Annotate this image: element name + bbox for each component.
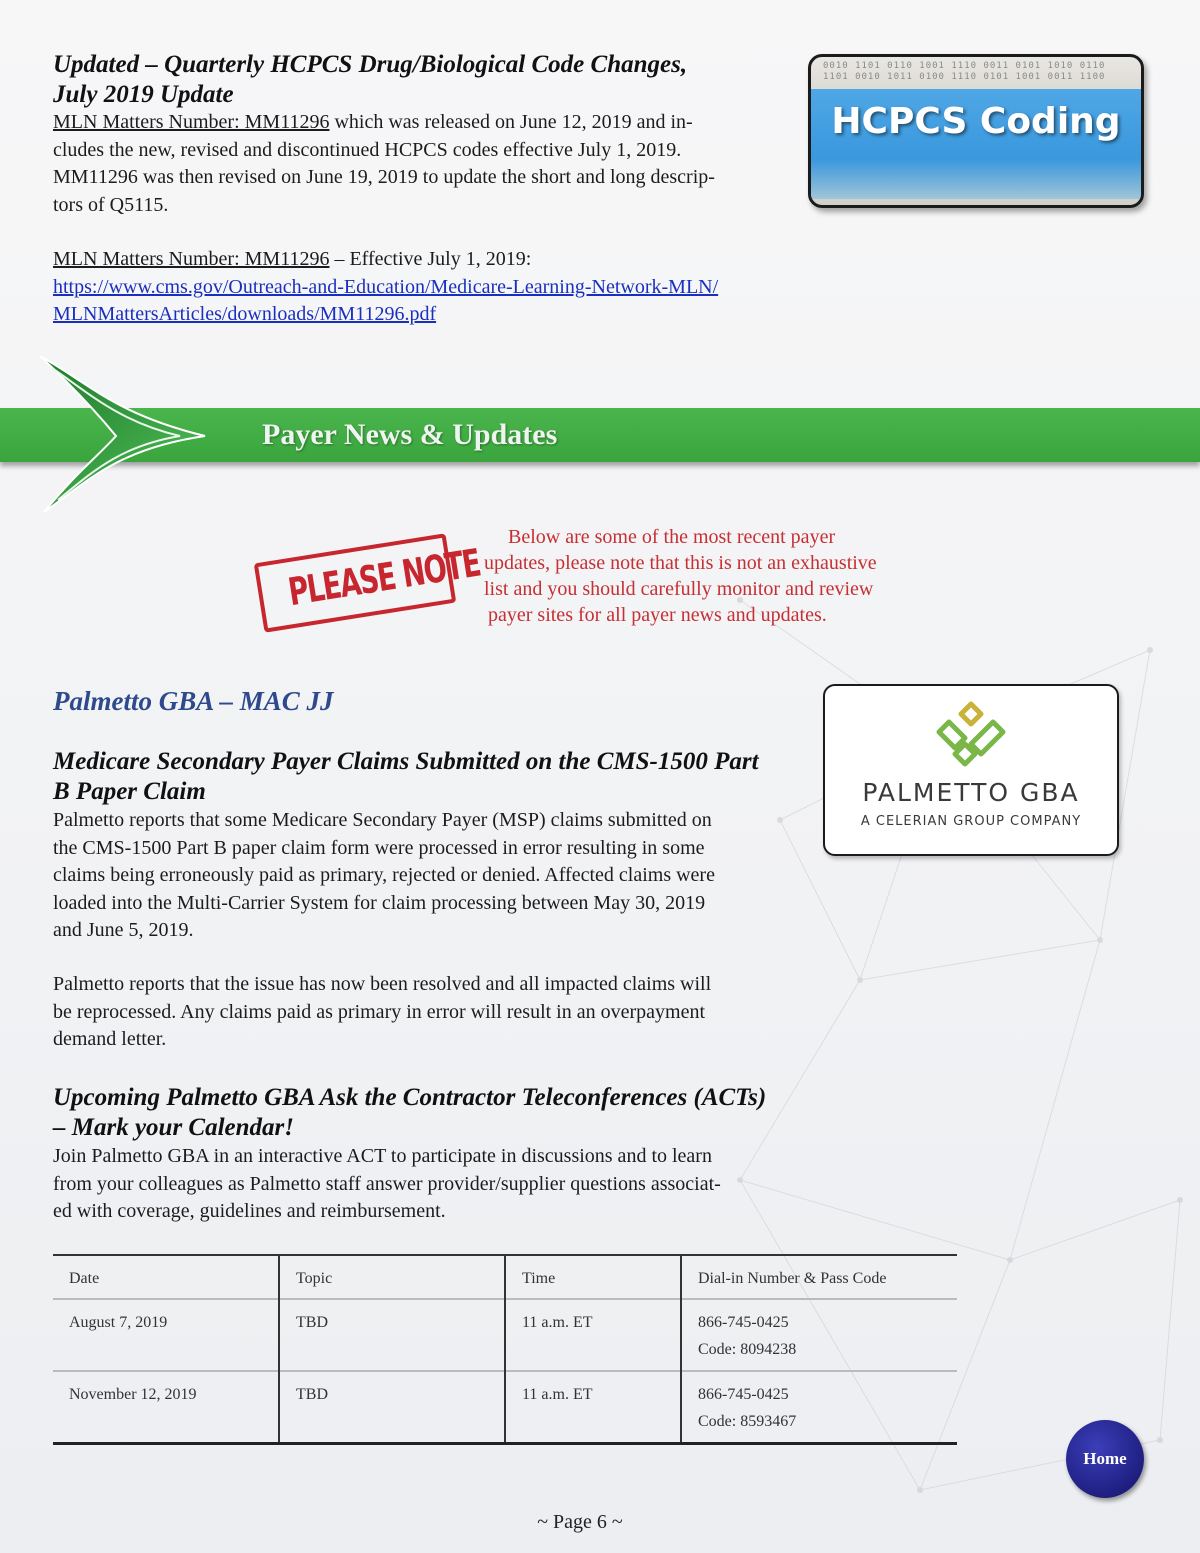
palmetto-leaf-icon <box>935 700 1007 768</box>
cell-date: August 7, 2019 <box>53 1299 279 1371</box>
header-dial-in: Dial-in Number & Pass Code <box>698 1270 887 1287</box>
hcpcs-title-line2: July 2019 Update <box>53 81 234 108</box>
palmetto-heading: Palmetto GBA – MAC JJ <box>53 686 334 716</box>
effective-text: – Effective July 1, 2019: <box>329 248 532 270</box>
table-header-row <box>53 1255 957 1299</box>
cell-dial-in <box>681 1371 957 1443</box>
hcpcs-para-line: cludes the new, revised and discontinued HCPCS codes effective July 1, 2019. <box>53 138 682 161</box>
msp-line: claims being erroneously paid as primary, rejected or denied. Affected claims were <box>53 864 715 886</box>
msp-paragraph-1 <box>53 807 793 945</box>
cell-time: 11 a.m. ET <box>505 1371 681 1443</box>
cell-topic: TBD <box>279 1371 505 1443</box>
home-button[interactable] <box>1066 1420 1144 1498</box>
msp-title-line1: Medicare Secondary Payer Claims Submitted on the CMS-1500 Part <box>53 748 759 775</box>
payer-note <box>484 524 944 628</box>
msp-title-line2: B Paper Claim <box>53 778 206 805</box>
banner-arrow-decoration <box>30 354 220 514</box>
note-line: Below are some of the most recent payer <box>508 526 836 548</box>
act-line: Join Palmetto GBA in an interactive ACT to participate in discussions and to learn <box>53 1145 712 1167</box>
hcpcs-image-label: HCPCS Coding <box>831 101 1121 142</box>
hcpcs-paragraph <box>53 109 793 219</box>
act-title-line2: – Mark your Calendar! <box>53 1114 295 1141</box>
header-time: Time <box>505 1255 681 1299</box>
msp-line: loaded into the Multi-Carrier System for claim processing between May 30, 2019 <box>53 891 706 914</box>
act-line: from your colleagues as Palmetto staff answer provider/supplier questions associat- <box>53 1172 721 1195</box>
act-paragraph <box>53 1143 793 1226</box>
banner-title: Payer News & Updates <box>262 418 558 451</box>
hcpcs-para-line: which was released on June 12, 2019 and in- <box>329 111 693 133</box>
msp-paragraph-2 <box>53 971 793 1054</box>
msp-line: and June 5, 2019. <box>53 919 194 941</box>
msp-line: Palmetto reports that some Medicare Secondary Payer (MSP) claims submitted on <box>53 809 712 831</box>
act-title-line1: Upcoming Palmetto GBA Ask the Contractor Teleconferences (ACTs) <box>53 1084 767 1111</box>
header-date: Date <box>53 1255 279 1299</box>
mln-reference-effective[interactable]: MLN Matters Number: MM11296 <box>53 248 330 270</box>
act-schedule-table <box>53 1254 957 1445</box>
page-number: ~ Page 6 ~ <box>537 1511 623 1533</box>
hcpcs-para-line: tors of Q5115. <box>53 193 169 216</box>
msp-line: the CMS-1500 Part B paper claim form were processed in error resulting in some <box>53 836 705 859</box>
hcpcs-coding-image <box>808 54 1144 208</box>
dial-number: 866-745-0425 <box>698 1314 789 1331</box>
home-button-label: Home <box>1083 1449 1127 1468</box>
hcpcs-effective-block <box>53 246 813 329</box>
code-texture-decoration: 0010 1101 0110 1001 1110 0011 0101 1010 0110 1101 0010 1011 0100 1110 0101 1001 0011 1100 <box>823 61 1106 82</box>
msp-line: be reprocessed. Any claims paid as primary in error will result in an overpayment <box>53 1000 706 1023</box>
msp-line: demand letter. <box>53 1028 167 1050</box>
cell-dial-in <box>681 1299 957 1371</box>
msp-line: Palmetto reports that the issue has now been resolved and all impacted claims will <box>53 973 712 995</box>
cms-link-line2[interactable]: MLNMattersArticles/downloads/MM11296.pdf <box>53 303 437 325</box>
note-line: payer sites for all payer news and updates. <box>488 604 827 626</box>
note-line: list and you should carefully monitor and review <box>484 578 874 600</box>
cell-topic: TBD <box>279 1299 505 1371</box>
palmetto-logo-tagline: A CELERIAN GROUP COMPANY <box>860 814 1082 829</box>
table-row <box>53 1299 957 1371</box>
table-row <box>53 1371 957 1443</box>
note-line: updates, please note that this is not an exhaustive <box>484 552 877 574</box>
hcpcs-para-line: MM11296 was then revised on June 19, 2019 to update the short and long descrip- <box>53 166 715 188</box>
hcpcs-title-line1: Updated – Quarterly HCPCS Drug/Biological Code Changes, <box>53 51 688 78</box>
act-line: ed with coverage, guidelines and reimbursement. <box>53 1200 446 1222</box>
dial-number: 866-745-0425 <box>698 1386 789 1403</box>
palmetto-logo-name: PALMETTO GBA <box>862 778 1080 807</box>
cell-date: November 12, 2019 <box>53 1371 279 1443</box>
pass-code: Code: 8593467 <box>698 1413 797 1430</box>
stamp-text: PLEASE NOTE <box>285 540 483 615</box>
please-note-stamp <box>254 533 483 632</box>
cms-link-line1[interactable]: https://www.cms.gov/Outreach-and-Education/Medicare-Learning-Network-MLN/ <box>53 275 719 298</box>
pass-code: Code: 8094238 <box>698 1341 797 1358</box>
cell-time: 11 a.m. ET <box>505 1299 681 1371</box>
mln-reference[interactable]: MLN Matters Number: MM11296 <box>53 111 330 133</box>
header-topic: Topic <box>279 1255 505 1299</box>
palmetto-gba-logo <box>823 684 1119 856</box>
